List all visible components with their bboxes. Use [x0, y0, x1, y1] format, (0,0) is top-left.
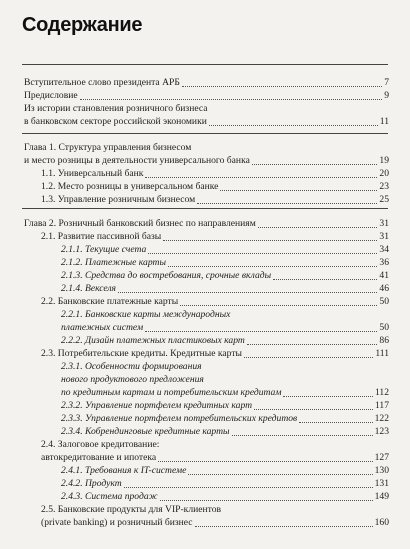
toc-entry [24, 243, 389, 256]
dot-leader [148, 253, 377, 254]
dot-leader [258, 227, 377, 228]
toc-entry [24, 360, 389, 373]
toc-page-number: 50 [379, 322, 389, 333]
toc-page-number: 122 [374, 413, 389, 424]
dot-leader [163, 240, 377, 241]
dot-leader [188, 474, 373, 475]
toc-page-number: 9 [384, 90, 389, 101]
toc-entry-title: Глава 2. Розничный банковский бизнес по направлениям [24, 218, 256, 229]
toc-entry-title: 1.1. Универсальный банк [41, 168, 144, 179]
dot-leader [124, 487, 373, 488]
toc-page-number: 34 [379, 244, 389, 255]
toc-entry [24, 230, 389, 243]
toc-entry [24, 89, 389, 102]
dot-leader [254, 409, 373, 410]
toc-entry [24, 193, 389, 206]
toc-entry [24, 438, 389, 451]
toc-entry-title: 2.3.2. Управление портфелем кредитных карт [61, 400, 253, 411]
dot-leader [118, 292, 377, 293]
toc-entry [24, 269, 389, 282]
dot-leader [180, 305, 377, 306]
dot-leader [182, 86, 382, 87]
toc-entry-title: 2.3.1. Особенности формирования [61, 361, 202, 372]
dot-leader [160, 500, 373, 501]
toc-page-number: 31 [379, 218, 389, 229]
toc-entry [24, 373, 389, 386]
toc-page-number: 117 [374, 400, 389, 411]
toc-entry [24, 217, 389, 230]
toc-entry-title: 2.1.2. Платежные карты [61, 257, 166, 268]
dot-leader [168, 266, 377, 267]
toc-entry-title: по кредитным картам и потребительским кредитам [61, 387, 282, 398]
toc-entry [24, 282, 389, 295]
dot-leader [145, 177, 377, 178]
toc-entry-title: в банковском секторе российской экономики [24, 116, 207, 127]
toc-entry-title: и место розницы в деятельности универсального банка [24, 155, 250, 166]
toc-entry-title: 2.2.1. Банковские карты международных [61, 309, 231, 320]
toc-entry [24, 308, 389, 321]
dot-leader [299, 422, 373, 423]
toc-entry-title: 2.3. Потребительские кредиты. Кредитные карты [41, 348, 242, 359]
toc-entry-title: 2.4.3. Система продаж [61, 491, 158, 502]
toc-page-number: 11 [379, 116, 389, 127]
divider [22, 64, 388, 65]
toc-entry-title: (private banking) и розничный бизнес [41, 517, 193, 528]
toc-page-number: 20 [379, 168, 389, 179]
dot-leader [195, 526, 373, 527]
toc-page-number: 36 [379, 257, 389, 268]
toc-entry-title: Предисловие [24, 90, 78, 101]
divider [22, 133, 388, 134]
toc-entry-title: 2.2.2. Дизайн платежных пластиковых карт [61, 335, 245, 346]
toc-page-number: 46 [379, 283, 389, 294]
toc-entry [24, 167, 389, 180]
toc-page-number: 130 [374, 465, 389, 476]
toc-page-number: 127 [374, 452, 389, 463]
toc-entry [24, 115, 389, 128]
toc-entry [24, 347, 389, 360]
dot-leader [80, 99, 382, 100]
toc-entry [24, 425, 389, 438]
toc-page-number: 149 [374, 491, 389, 502]
toc-entry [24, 76, 389, 89]
toc-entry-title: 2.4.2. Продукт [61, 478, 122, 489]
toc-entry-title: 2.1.1. Текущие счета [61, 244, 147, 255]
toc-entry-title: 2.4. Залоговое кредитование: [41, 439, 160, 450]
toc-entry [24, 464, 389, 477]
toc-entry-title: Глава 1. Структура управления бизнесом [24, 142, 192, 153]
toc-entry-title: 2.5. Банковские продукты для VIP-клиентов [41, 504, 222, 515]
toc-entry-title: нового продуктового предложения [61, 374, 204, 385]
toc-entry [24, 321, 389, 334]
toc-entry [24, 386, 389, 399]
toc-entry [24, 295, 389, 308]
dot-leader [244, 357, 373, 358]
dot-leader [220, 190, 377, 191]
toc-entry [24, 334, 389, 347]
toc-page-number: 19 [379, 155, 389, 166]
toc-entry-title: 2.3.3. Управление портфелем потребительских кредитов [61, 413, 298, 424]
page-title: Содержание [22, 14, 143, 36]
toc-page-number: 50 [379, 296, 389, 307]
toc-entry-title: 2.1. Развитие пассивной базы [41, 231, 162, 242]
toc-entry-title: автокредитование и ипотека [41, 452, 157, 463]
toc-page-number: 131 [374, 478, 389, 489]
toc-entry [24, 256, 389, 269]
toc-page-number: 160 [374, 517, 389, 528]
toc-page-number: 25 [379, 194, 389, 205]
toc-page-number: 112 [374, 387, 389, 398]
dot-leader [197, 203, 377, 204]
toc-page-number: 7 [384, 77, 389, 88]
toc-page-number: 41 [379, 270, 389, 281]
dot-leader [273, 279, 377, 280]
toc-entry-title: Из истории становления розничного бизнеса [24, 103, 208, 114]
toc-entry-title: 2.1.3. Средства до востребования, срочные вклады [61, 270, 272, 281]
toc-page-number: 31 [379, 231, 389, 242]
toc-entry [24, 477, 389, 490]
toc-entry [24, 141, 389, 154]
toc-entry [24, 490, 389, 503]
divider [22, 208, 388, 209]
dot-leader [232, 435, 373, 436]
toc-entry-title: 2.2. Банковские платежные карты [41, 296, 179, 307]
toc-entry-title: платежных систем [61, 322, 144, 333]
toc-entry-title: 1.3. Управление розничным бизнесом [41, 194, 196, 205]
dot-leader [158, 461, 373, 462]
toc-page-number: 23 [379, 181, 389, 192]
dot-leader [209, 125, 378, 126]
toc-page-number: 123 [374, 426, 389, 437]
toc-entry [24, 399, 389, 412]
toc-entry-title: 2.3.4. Кобрендинговые кредитные карты [61, 426, 230, 437]
toc-entry [24, 154, 389, 167]
toc-page-number: 86 [379, 335, 389, 346]
toc-entry [24, 516, 389, 529]
toc-entry-title: 2.4.1. Требования к IT-системе [61, 465, 187, 476]
dot-leader [252, 164, 377, 165]
dot-leader [247, 344, 377, 345]
toc-entry [24, 180, 389, 193]
toc-entry [24, 412, 389, 425]
toc-entry [24, 451, 389, 464]
toc-entry-title: 1.2. Место розницы в универсальном банке [41, 181, 219, 192]
toc-entry [24, 503, 389, 516]
dot-leader [283, 396, 373, 397]
toc-entry-title: 2.1.4. Векселя [61, 283, 117, 294]
dot-leader [145, 331, 377, 332]
toc-entry-title: Вступительное слово президента АРБ [24, 77, 180, 88]
toc-page-number: 111 [375, 348, 389, 359]
toc-entry [24, 102, 389, 115]
